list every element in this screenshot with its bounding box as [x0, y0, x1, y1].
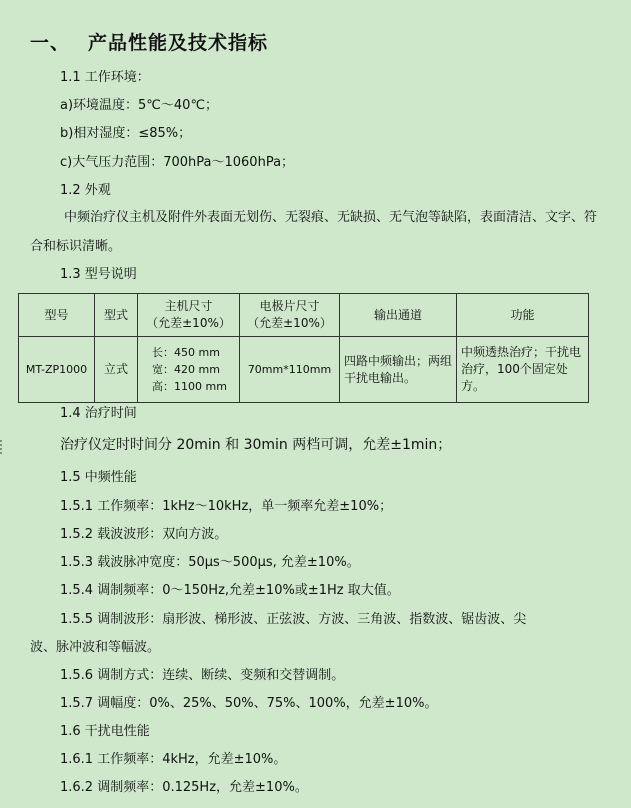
s1-5-3: 1.5.3 载波脉冲宽度：50μs～500μs, 允差±10%。 — [60, 555, 360, 570]
host-height: 高：1100 mm — [152, 380, 227, 393]
s1-4-title: 1.4 治疗时间 — [60, 406, 137, 421]
s1-5-6: 1.5.6 调制方式：连续、断续、变频和交替调制。 — [60, 668, 345, 683]
s1-5-1: 1.5.1 工作频率：1kHz～10kHz，单一频率允差±10%； — [60, 499, 393, 514]
s1-5-5: 1.5.5 调制波形：扇形波、梯形波、正弦波、方波、三角波、指数波、锯齿波、尖 — [60, 612, 527, 627]
s1-3-title: 1.3 型号说明 — [60, 267, 137, 282]
cell-model: MT-ZP1000 — [19, 337, 95, 403]
s1-4-text: 治疗仪定时时间分 20min 和 30min 两档可调，允差±1min； — [60, 437, 452, 453]
s1-6-title: 1.6 干扰电性能 — [60, 724, 150, 739]
col-output: 输出通道 — [340, 294, 457, 337]
s1-2-text: 中频治疗仪主机及附件外表面无划伤、无裂痕、无缺损、无气泡等缺陷，表面清洁、文字、符合和标识清晰。 — [30, 210, 598, 254]
s1-5-7: 1.5.7 调幅度：0%、25%、50%、75%、100%，允差±10%。 — [60, 696, 438, 711]
section-heading — [30, 28, 268, 55]
s1-1-humidity: b)相对湿度：≤85%； — [60, 126, 192, 141]
host-size-label: 主机尺寸 — [164, 299, 213, 313]
electrode-size-tolerance: （允差±10%） — [247, 316, 332, 330]
margin-marker — [0, 440, 6, 454]
s1-5-2: 1.5.2 载波波形：双向方波。 — [60, 527, 228, 542]
cell-function: 中频透热治疗；干扰电治疗，100个固定处方。 — [457, 337, 589, 403]
s1-1-title: 1.1 工作环境： — [60, 70, 150, 85]
s1-5-5-cont: 波、脉冲波和等幅波。 — [30, 640, 161, 655]
col-type: 型式 — [95, 294, 138, 337]
heading-title: 产品性能及技术指标 — [88, 32, 269, 54]
electrode-size-label: 电极片尺寸 — [259, 299, 320, 313]
cell-type: 立式 — [95, 337, 138, 403]
host-size-tolerance: （允差±10%） — [146, 316, 231, 330]
cell-host-size — [138, 337, 240, 403]
host-width: 宽：420 mm — [152, 363, 220, 376]
cell-output: 四路中频输出；两组干扰电输出。 — [340, 337, 457, 403]
col-electrode-size — [240, 294, 340, 337]
s1-5-title: 1.5 中频性能 — [60, 470, 137, 485]
heading-number: 一、 — [30, 32, 71, 54]
host-length: 长：450 mm — [152, 346, 220, 359]
s1-5-4: 1.5.4 调制频率：0～150Hz,允差±10%或±1Hz 取大值。 — [60, 583, 400, 598]
model-spec-table — [18, 293, 589, 403]
s1-1-pressure: c)大气压力范围：700hPa～1060hPa； — [60, 155, 295, 170]
s1-6-2: 1.6.2 调制频率：0.125Hz，允差±10%。 — [60, 780, 308, 795]
table-row — [19, 337, 589, 403]
table-header-row — [19, 294, 589, 337]
s1-2-title: 1.2 外观 — [60, 183, 111, 198]
col-host-size — [138, 294, 240, 337]
s1-6-1: 1.6.1 工作频率：4kHz，允差±10%。 — [60, 752, 287, 767]
s1-1-temp: a)环境温度：5℃～40℃； — [60, 98, 219, 113]
cell-electrode-size: 70mm*110mm — [240, 337, 340, 403]
col-model: 型号 — [19, 294, 95, 337]
col-function: 功能 — [457, 294, 589, 337]
